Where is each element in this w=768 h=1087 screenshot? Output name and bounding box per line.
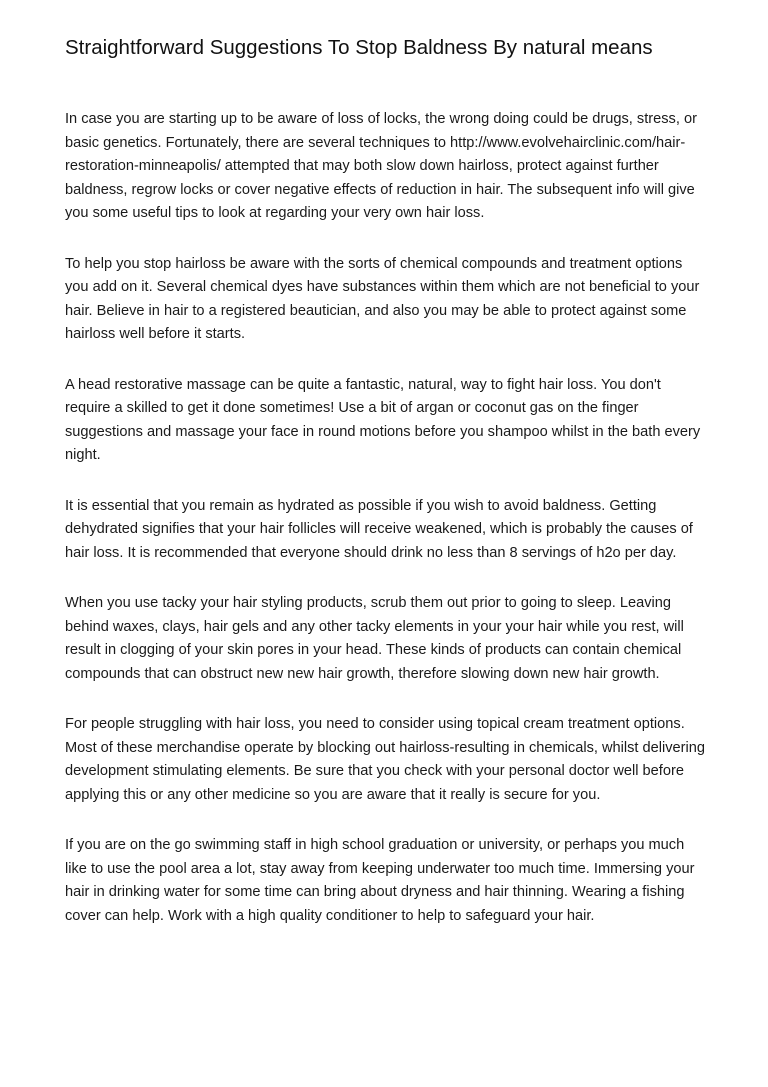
paragraph: In case you are starting up to be aware of loss of locks, the wrong doing could be drugs, stress, or basic genetics. Fortunately, there are several techniques to http://www.evolvehairclinic.com/hair-restoration-minneapolis/ attempted that may both slow down hairloss, protect against further baldness, regrow locks or cover negative effects of reduction in hair. The subsequent info will give you some useful tips to look at regarding your very own hair loss.: [65, 111, 697, 221]
paragraph: For people struggling with hair loss, you need to consider using topical cream treatment options. Most of these merchandise operate by blocking out hairloss-resulting in chemicals, whilst delivering development stimulating elements. Be sure that you check with your personal doctor well before applying this or any other medicine so you are aware that it really is secure for you.: [65, 716, 706, 803]
paragraph: If you are on the go swimming staff in high school graduation or university, or perhaps you much like to use the pool area a lot, stay away from keeping underwater too much time. Immersing your hair in drinking water for some time can bring about dryness and hair thinning. Wearing a fishing cover can help. Work with a high quality conditioner to help to safeguard your hair.: [65, 837, 695, 924]
paragraph: When you use tacky your hair styling products, scrub them out prior to going to sleep. Leaving behind waxes, clays, hair gels and any other tacky elements in your your hair while you rest, will result in clogging of your skin pores in your head. These kinds of products can contain chemical compounds that can obstruct new new hair growth, therefore slowing down new hair growth.: [65, 595, 684, 682]
document-body: [65, 108, 709, 955]
paragraph: To help you stop hairloss be aware with the sorts of chemical compounds and treatment options you add on it. Several chemical dyes have substances within them which are not beneficial to your hair. Believe in hair to a registered beautician, and also you may be able to protect against some hairloss well before it starts.: [65, 255, 700, 342]
paragraph: It is essential that you remain as hydrated as possible if you wish to avoid baldness. Getting dehydrated signifies that your hair follicles will receive weakened, which is probably the causes of hair loss. It is recommended that everyone should drink no less than 8 servings of h2o per day.: [65, 497, 693, 561]
paragraph: A head restorative massage can be quite a fantastic, natural, way to fight hair loss. You don't require a skilled to get it done sometimes! Use a bit of argan or coconut gas on the finger suggestions and massage your face in round motions before you shampoo whilst in the bath every night.: [65, 376, 701, 463]
page-title: Straightforward Suggestions To Stop Baldness By natural means: [65, 36, 653, 59]
